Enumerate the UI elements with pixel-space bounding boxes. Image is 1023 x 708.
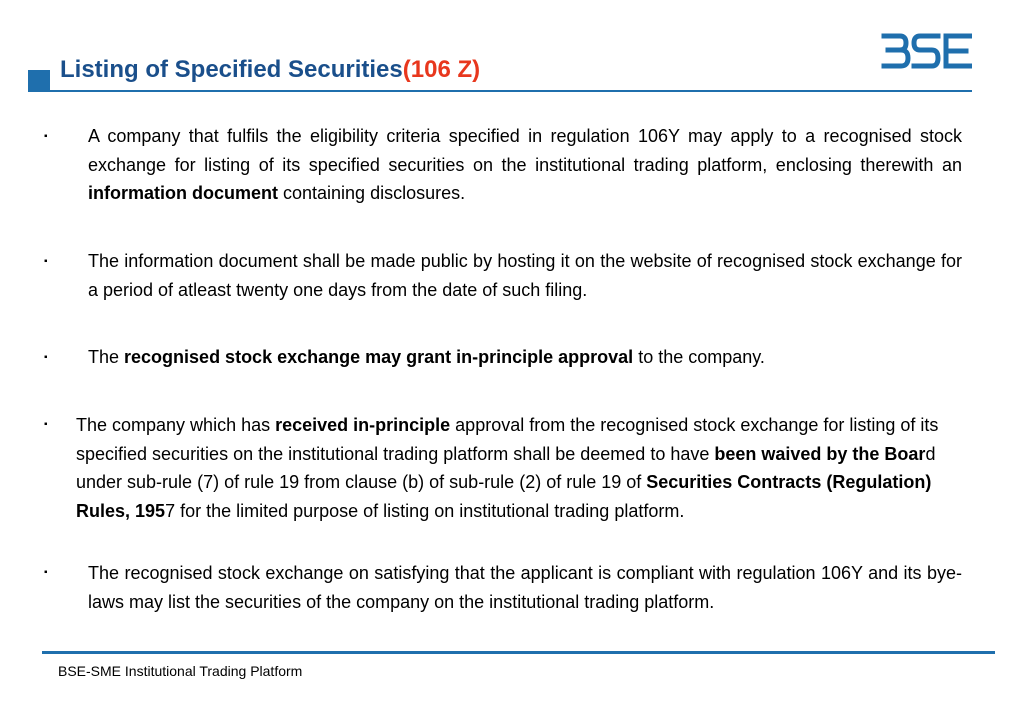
bold-text-run: received in-principle: [275, 415, 451, 435]
text-run: The company which has: [76, 415, 276, 435]
bullet-marker: ▪: [44, 567, 48, 578]
bullet-marker: ▪: [44, 131, 48, 142]
bold-text-run: information document: [88, 183, 278, 203]
text-run: The: [88, 347, 125, 367]
bullet-marker: ▪: [44, 352, 48, 363]
text-run: approval from the recognised stock exchange for listing of its specified securities on the institutional trading platform shall be deemed to have: [76, 415, 939, 464]
text-run: A company that fulfils the eligibility criteria specified in regulation 106Y may apply to a recognised stock exchange for listing of its specified securities on the institutional trading platform, enclosing therewith an: [88, 126, 962, 175]
bullet-text-in-principle-approval: [88, 343, 962, 372]
bullet-text-waiver: [76, 411, 956, 525]
text-run: The recognised stock exchange on satisfying that the applicant is compliant with regulation 106Y and its bye-laws may list the securities of the company on the institutional trading platform.: [88, 563, 962, 612]
bullet-text-eligibility: [88, 122, 962, 208]
bold-text-run: recognised stock exchange may grant in-principle approval: [124, 347, 634, 367]
text-run: 7 for the limited purpose of listing on institutional trading platform.: [165, 500, 685, 521]
bullet-text-information-document: [88, 247, 962, 304]
text-run: The information document shall be made public by hosting it on the website of recognised stock exchange for a period of atleast twenty one days from the date of such filing.: [88, 251, 962, 300]
page-title-main: Listing of Specified Securities: [60, 56, 403, 83]
text-run: d under sub-rule (7) of rule 19 from clause (b) of sub-rule (2) of rule 19 of: [76, 443, 936, 492]
regulation-code: (106 Z): [402, 56, 481, 83]
footer-divider: [42, 651, 995, 654]
bullet-text-listing: [88, 559, 962, 616]
text-run: containing disclosures.: [278, 183, 466, 203]
footer-label: BSE-SME Institutional Trading Platform: [58, 663, 303, 679]
bullet-marker: ▪: [44, 419, 48, 430]
bullet-marker: ▪: [44, 256, 48, 267]
text-run: to the company.: [633, 347, 765, 367]
bold-text-run: been waived by the Boar: [714, 443, 926, 464]
bold-text-run: Securities Contracts (Regulation) Rules, 195: [76, 472, 932, 521]
